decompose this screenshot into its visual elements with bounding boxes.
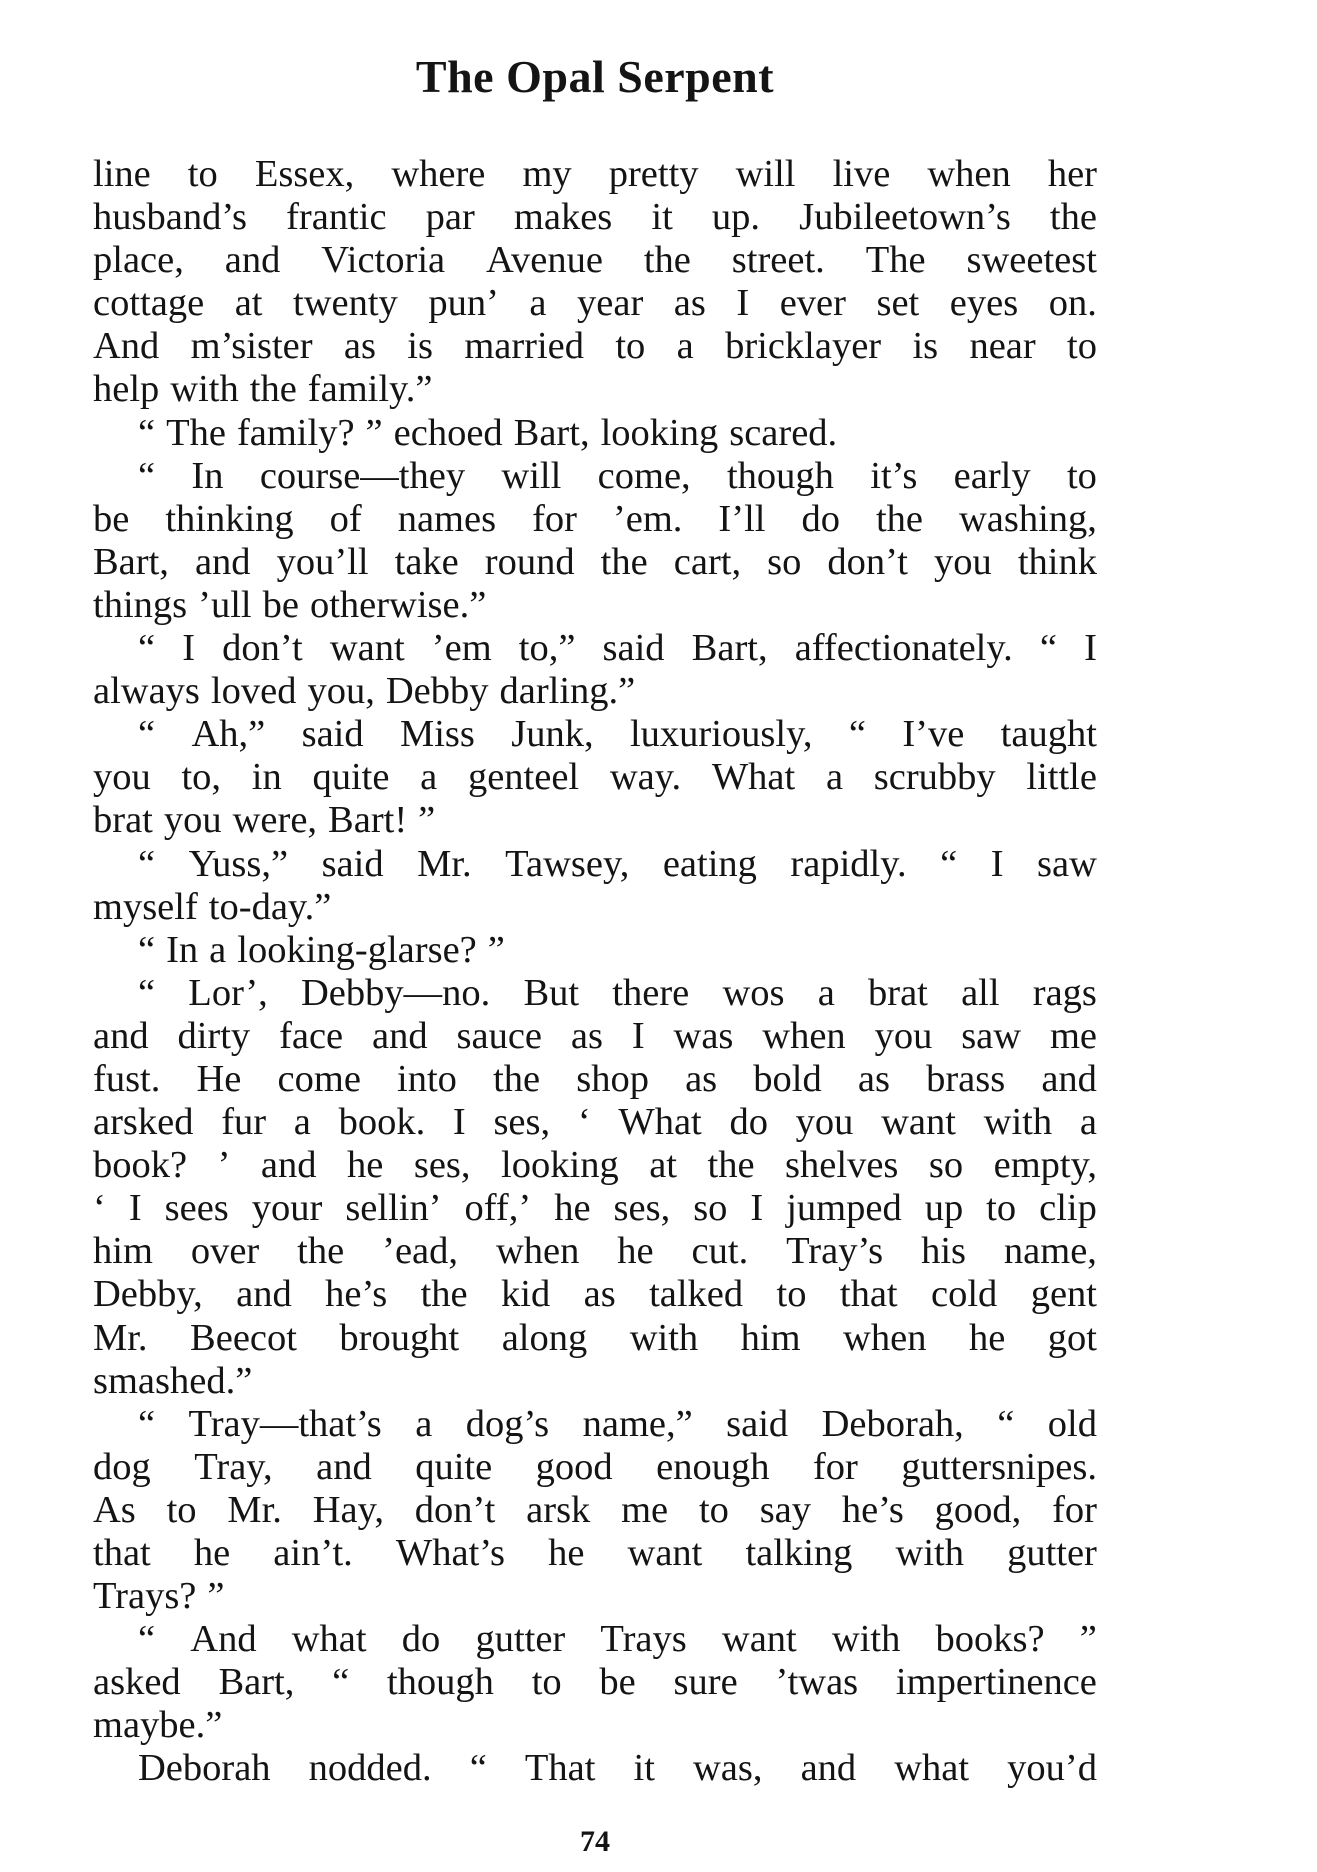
text-line: dog Tray, and quite good enough for guttersnipes. [93, 1445, 1097, 1488]
text-line: that he ain’t. What’s he want talking with gutter [93, 1532, 1097, 1574]
text-line: “ Tray—that’s a dog’s name,” said Deborah, “ old [138, 1402, 1097, 1445]
text-line: “ Lor’, Debby—no. But there wos a brat all rags [138, 971, 1097, 1014]
text-line: Bart, and you’ll take round the cart, so don’t you think [93, 540, 1097, 583]
text-line: always loved you, Debby darling.” [93, 670, 636, 713]
text-line: fust. He come into the shop as bold as brass and [93, 1057, 1097, 1100]
text-line: And m’sister as is married to a bricklayer is near to [93, 325, 1097, 368]
text-line: be thinking of names for ’em. I’ll do the washing, [93, 497, 1097, 540]
text-line: place, and Victoria Avenue the street. The sweetest [93, 239, 1097, 282]
text-line: brat you were, Bart! ” [93, 799, 436, 842]
text-line: ‘ I sees your sellin’ off,’ he ses, so I jumped up to clip [93, 1187, 1097, 1230]
text-line: asked Bart, “ though to be sure ’twas impertinence [93, 1661, 1097, 1704]
text-line: husband’s frantic par makes it up. Jubileetown’s the [93, 196, 1097, 239]
text-line: “ I don’t want ’em to,” said Bart, affectionately. “ I [138, 627, 1097, 670]
text-line: him over the ’ead, when he cut. Tray’s his name, [93, 1230, 1097, 1273]
text-line: “ Ah,” said Miss Junk, luxuriously, “ I’ve taught [138, 713, 1097, 756]
text-line: Debby, and he’s the kid as talked to that cold gent [93, 1273, 1097, 1316]
text-line: you to, in quite a genteel way. What a scrubby little [93, 756, 1097, 799]
text-line: book? ’ and he ses, looking at the shelves so empty, [93, 1144, 1097, 1187]
text-line: “ In a looking-glarse? ” [138, 928, 505, 971]
text-line: things ’ull be otherwise.” [93, 583, 487, 626]
text-line: cottage at twenty pun’ a year as I ever set eyes on. [93, 282, 1097, 325]
text-line: and dirty face and sauce as I was when you saw me [93, 1014, 1097, 1057]
text-line: Deborah nodded. “ That it was, and what you’d [138, 1747, 1097, 1790]
text-line: Mr. Beecot brought along with him when he got [93, 1316, 1097, 1359]
text-line: arsked fur a book. I ses, ‘ What do you want with a [93, 1101, 1097, 1144]
text-line: smashed.” [93, 1359, 253, 1402]
text-line: “ And what do gutter Trays want with books? ” [138, 1618, 1097, 1661]
running-head: The Opal Serpent [415, 51, 775, 102]
text-line: maybe.” [93, 1704, 223, 1747]
page-number: 74 [580, 1825, 610, 1858]
body-text [93, 153, 1097, 1791]
text-line: myself to-day.” [93, 885, 332, 928]
text-line: Trays? ” [93, 1575, 225, 1618]
text-line: “ In course—they will come, though it’s early to [138, 454, 1097, 497]
text-line: help with the family.” [93, 368, 433, 411]
text-line: “ The family? ” echoed Bart, looking scared. [138, 411, 838, 454]
text-line: “ Yuss,” said Mr. Tawsey, eating rapidly. “ I saw [138, 842, 1097, 885]
text-line: line to Essex, where my pretty will live when her [93, 153, 1097, 195]
text-line: As to Mr. Hay, don’t arsk me to say he’s good, for [93, 1488, 1097, 1531]
